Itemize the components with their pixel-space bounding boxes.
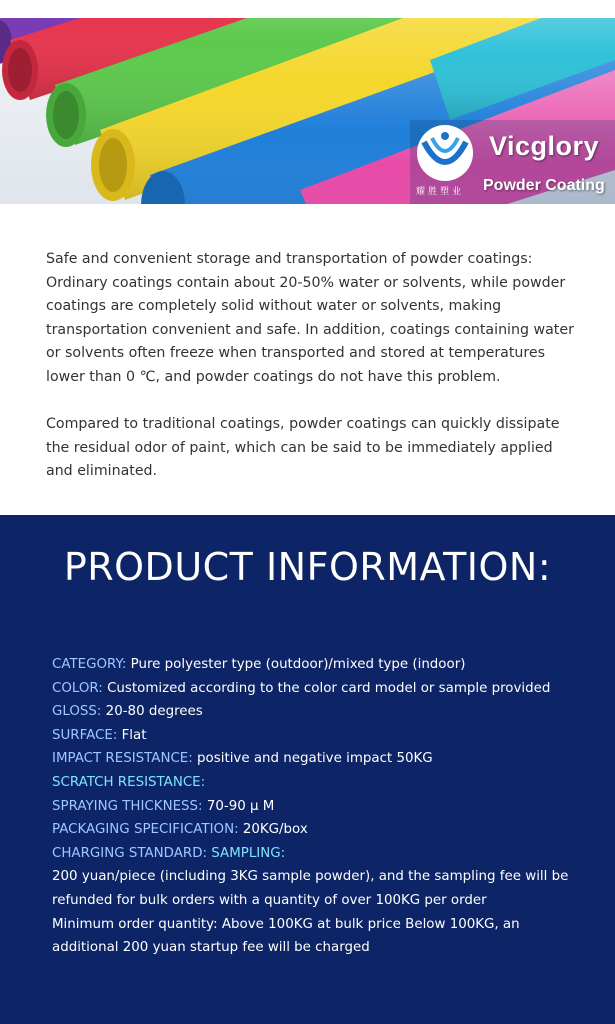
intro-section	[0, 204, 615, 479]
spec-scratch-resistance	[52, 771, 582, 795]
spec-value: 20-80 degrees	[101, 704, 203, 720]
brand-subtitle: Powder Coating	[483, 177, 605, 194]
spec-key: SCRATCH RESISTANCE:	[52, 774, 206, 790]
spec-packaging	[52, 818, 582, 842]
spec-key: GLOSS:	[52, 704, 102, 720]
spec-value: Flat	[117, 727, 147, 743]
banner-top-strip	[0, 0, 615, 18]
intro-paragraph-storage: Safe and convenient storage and transportation of powder coatings: Ordinary coatings contain about 20-50% water or solvents, while powder coatings are completely solid without water or solvents, making transportation convenient and safe. In addition, coatings containing water or solvents often freeze when transported and stored at temperatures lower than 0 ℃, and powder coatings do not have this problem.	[46, 251, 574, 385]
brand-name: Vicglory	[489, 131, 600, 161]
spec-key: CHARGING STANDARD:	[52, 845, 208, 861]
spec-key: IMPACT RESISTANCE:	[52, 751, 193, 767]
spec-key: COLOR:	[52, 680, 103, 696]
product-information-section	[0, 515, 615, 1024]
spec-key: PACKAGING SPECIFICATION:	[52, 822, 239, 838]
hero-banner	[0, 0, 615, 204]
spec-key: SAMPLING:	[207, 845, 286, 861]
spec-value: Pure polyester type (outdoor)/mixed type (indoor)	[126, 657, 466, 672]
spec-minimum-order-text: Minimum order quantity: Above 100KG at bulk price Below 100KG, an additional 200 yuan startup fee will be charged	[52, 916, 520, 956]
spec-sampling-text: 200 yuan/piece (including 3KG sample powder), and the sampling fee will be refunded for bulk orders with a quantity of over 100KG per order	[52, 869, 569, 908]
spec-key: SPRAYING THICKNESS:	[52, 798, 203, 814]
spec-spraying-thickness	[52, 795, 582, 819]
spec-list	[52, 653, 582, 960]
spec-surface	[52, 724, 582, 748]
vicglory-logo-icon	[414, 122, 476, 184]
spec-impact-resistance	[52, 747, 582, 771]
spec-value: positive and negative impact 50KG	[192, 751, 433, 767]
spec-key: CATEGORY:	[52, 657, 127, 672]
logo-chinese-text: 耀胜塑业	[416, 187, 465, 197]
spec-key: SURFACE:	[52, 727, 118, 743]
spec-gloss	[52, 700, 582, 724]
spec-category	[52, 653, 582, 677]
spec-charging-standard	[52, 842, 582, 866]
product-information-title: PRODUCT INFORMATION:	[63, 545, 552, 589]
spec-value: 70-90 μ M	[202, 798, 275, 814]
intro-paragraph-odor: Compared to traditional coatings, powder coatings can quickly dissipate the residual odor of paint, which can be said to be immediately applied and eliminated.	[46, 416, 560, 479]
spec-value: Customized according to the color card model or sample provided	[102, 680, 551, 696]
spec-color	[52, 677, 582, 701]
spec-value: 20KG/box	[238, 822, 308, 838]
